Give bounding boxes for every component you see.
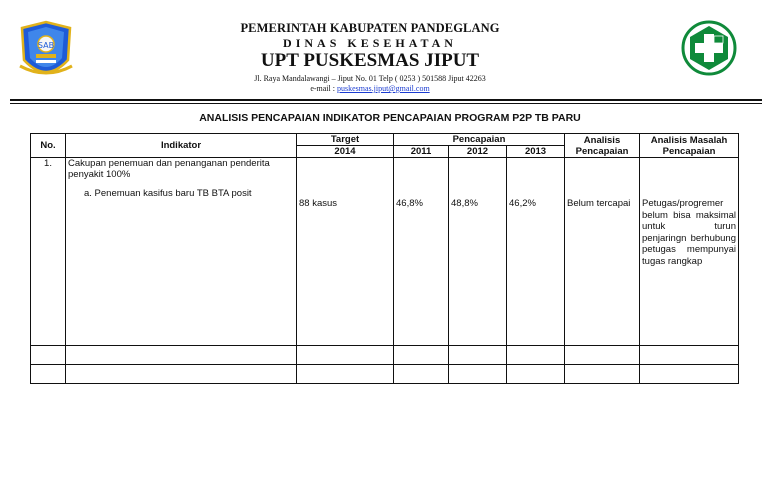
row-2013: 46,2% (507, 158, 565, 346)
empty-cell (449, 365, 507, 384)
indikator-sub-item: a. Penemuan kasifus baru TB BTA posit (84, 188, 252, 199)
col-target-header: Target (297, 134, 394, 146)
empty-cell (449, 346, 507, 365)
emblem-icon (18, 20, 74, 84)
row-masalah: Petugas/progremer belum bisa maksimal untuk turun penjaringn berhubung petugas mempunyai tugas rangkap (640, 158, 739, 346)
document-title: ANALISIS PENCAPAIAN INDIKATOR PENCAPAIAN PROGRAM P2P TB PARU (199, 112, 581, 124)
analisis-header-line1: Analisis (583, 134, 621, 146)
empty-cell (66, 346, 297, 365)
empty-cell (640, 346, 739, 365)
empty-cell (507, 365, 565, 384)
row-target: 88 kasus (297, 158, 394, 346)
analysis-table (30, 133, 739, 384)
letterhead-rule-thick (10, 99, 762, 101)
empty-cell (640, 365, 739, 384)
email-label: e-mail : (310, 84, 335, 93)
government-name: PEMERINTAH KABUPATEN PANDEGLANG (240, 21, 500, 35)
empty-cell (565, 346, 640, 365)
header-row (31, 134, 739, 146)
year-2012-header: 2012 (449, 146, 507, 158)
letterhead-rule-thin (10, 103, 762, 104)
empty-cell (31, 365, 66, 384)
empty-cell (297, 346, 394, 365)
empty-row (31, 365, 739, 384)
row-2012: 48,8% (449, 158, 507, 346)
green-cross-icon (681, 20, 737, 76)
year-2013-header: 2013 (507, 146, 565, 158)
col-pencapaian-header: Pencapaian (394, 134, 565, 146)
row-indikator (66, 158, 297, 346)
empty-cell (394, 365, 449, 384)
empty-cell (297, 365, 394, 384)
svg-text:SAB: SAB (37, 41, 55, 50)
email-line (200, 84, 540, 93)
puskesmas-logo (681, 20, 737, 76)
empty-cell (31, 346, 66, 365)
empty-cell (66, 365, 297, 384)
address-line: Jl. Raya Mandalawangi – Jiput No. 01 Telp ( 0253 ) 501588 Jiput 42263 (254, 74, 486, 83)
target-year-header: 2014 (297, 146, 394, 158)
pandeglang-emblem-logo (18, 20, 74, 84)
empty-row (31, 346, 739, 365)
empty-cell (507, 346, 565, 365)
row-no: 1. (31, 158, 66, 346)
masalah-header-line2: Pencapaian (662, 145, 716, 157)
col-indikator-header: Indikator (66, 134, 297, 158)
department-name: DINAS KESEHATAN (283, 36, 457, 50)
empty-cell (565, 365, 640, 384)
col-masalah-header (640, 134, 739, 158)
col-analisis-header (565, 134, 640, 158)
row-2011: 46,8% (394, 158, 449, 346)
empty-cell (394, 346, 449, 365)
indikator-line2: penyakit 100% (68, 169, 131, 180)
masalah-header-line1: Analisis Masalah (650, 134, 728, 146)
institution-name: UPT PUSKESMAS JIPUT (260, 50, 480, 71)
col-no-header: No. (31, 134, 66, 158)
indikator-line1: Cakupan penemuan dan penanganan penderita (68, 158, 270, 169)
table-row (31, 158, 739, 346)
analisis-header-line2: Pencapaian (575, 145, 629, 157)
email-link[interactable]: puskesmas.jiput@gmail.com (336, 84, 430, 93)
row-analisis: Belum tercapai (565, 158, 640, 346)
year-2011-header: 2011 (394, 146, 449, 158)
